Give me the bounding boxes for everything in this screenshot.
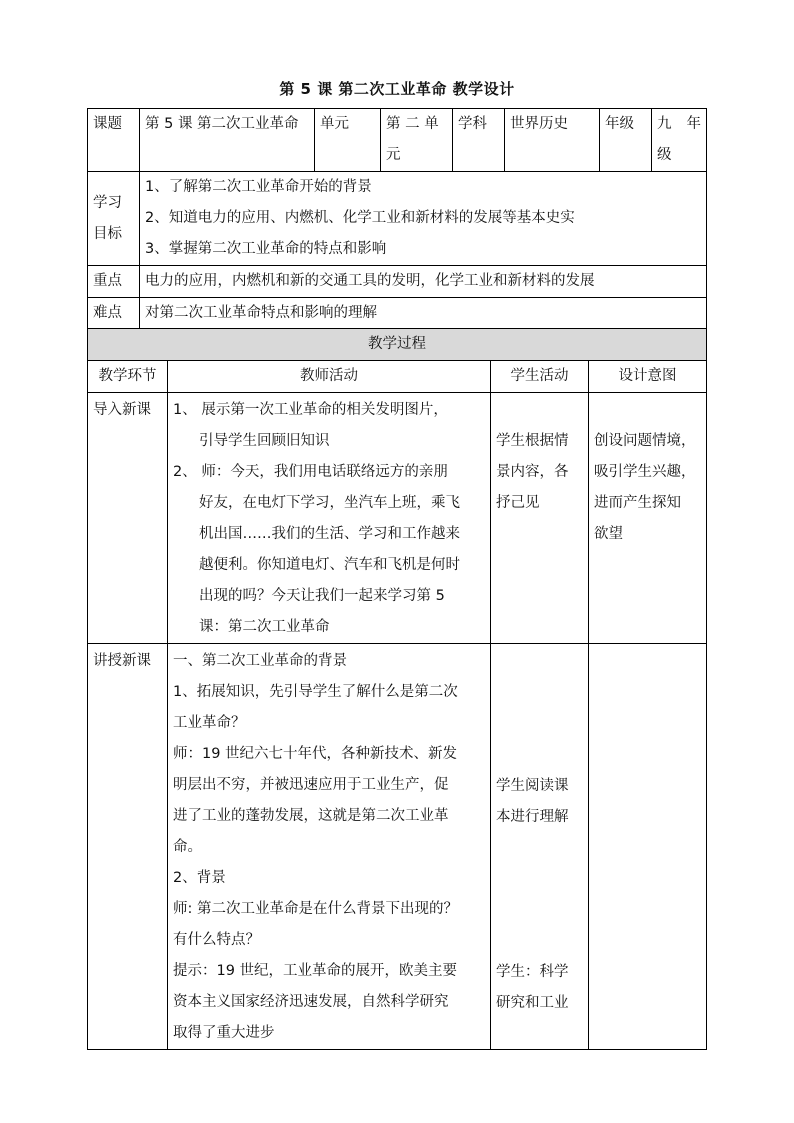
col-intent: 设计意图 [589, 361, 707, 393]
key-row [88, 266, 707, 298]
lecture-teacher: 一、第二次工业革命的背景 1、拓展知识，先引导学生了解什么是第二次 工业革命？ 师：19 世纪六七十年代，各种新技术、新发 明层出不穷，并被迅速应用于工业生产，促 进了工业的蓬勃发展，这就是第二次工业革 命。 2、背景 师: 第二次工业革命是在什么背景下出现的？ 有什么特点？ 提示：19 世纪，工业革命的展开，欧美主要 资本主义国家经济迅速发展，自然科学研究 取得了重大进步 [168, 644, 491, 1050]
goals-row [88, 172, 707, 266]
col-student: 学生活动 [491, 361, 589, 393]
process-columns-row [88, 361, 707, 393]
grade-label: 年级 [600, 109, 652, 172]
lecture-intent [589, 644, 707, 1050]
goal-item: 2、知道电力的应用、内燃机、化学工业和新材料的发展等基本史实 [145, 210, 575, 226]
intro-stage: 导入新课 [88, 393, 168, 644]
col-stage: 教学环节 [88, 361, 168, 393]
page-title: 第 5 课 第二次工业革命 教学设计 [279, 80, 515, 98]
intro-row [88, 393, 707, 644]
info-table [87, 108, 707, 330]
goals-list [140, 172, 707, 266]
topic-label: 课题 [88, 109, 140, 172]
intro-teacher: 1、 展示第一次工业革命的相关发明图片， 引导学生回顾旧知识 2、 师：今天，我们用电话联络远方的亲朋 好友，在电灯下学习，坐汽车上班，乘飞 机出国……我们的生活、学习和工作越来 越便利。你知道电灯、汽车和飞机是何时 出现的吗？今天让我们一起来学习第 5 课：第二次工业革命 [168, 393, 491, 644]
process-header-row [88, 329, 707, 361]
goal-item: 3、掌握第二次工业革命的特点和影响 [145, 241, 387, 257]
subject-label: 学科 [453, 109, 505, 172]
col-teacher: 教师活动 [168, 361, 491, 393]
goals-label: 学习 目标 [88, 172, 140, 266]
lecture-student: 学生阅读课 本进行理解 学生：科学 研究和工业 [491, 644, 589, 1050]
topic-value: 第 5 课 第二次工业革命 [140, 109, 315, 172]
intro-intent: 创设问题情境， 吸引学生兴趣， 进而产生探知 欲望 [589, 393, 707, 644]
info-row [88, 109, 707, 172]
unit-value: 第 二 单 元 [381, 109, 453, 172]
lecture-row [88, 644, 707, 1050]
subject-value: 世界历史 [505, 109, 600, 172]
process-table [87, 328, 707, 1050]
key-text: 电力的应用，内燃机和新的交通工具的发明，化学工业和新材料的发展 [140, 266, 707, 298]
lecture-stage: 讲授新课 [88, 644, 168, 1050]
difficulty-label: 难点 [88, 298, 140, 330]
process-header: 教学过程 [88, 329, 707, 361]
unit-label: 单元 [315, 109, 381, 172]
key-label: 重点 [88, 266, 140, 298]
goal-item: 1、了解第二次工业革命开始的背景 [145, 179, 372, 195]
grade-value: 九 年 级 [652, 109, 707, 172]
intro-student: 学生根据情 景内容，各 抒己见 [491, 393, 589, 644]
difficulty-text: 对第二次工业革命特点和影响的理解 [140, 298, 707, 330]
difficulty-row [88, 298, 707, 330]
